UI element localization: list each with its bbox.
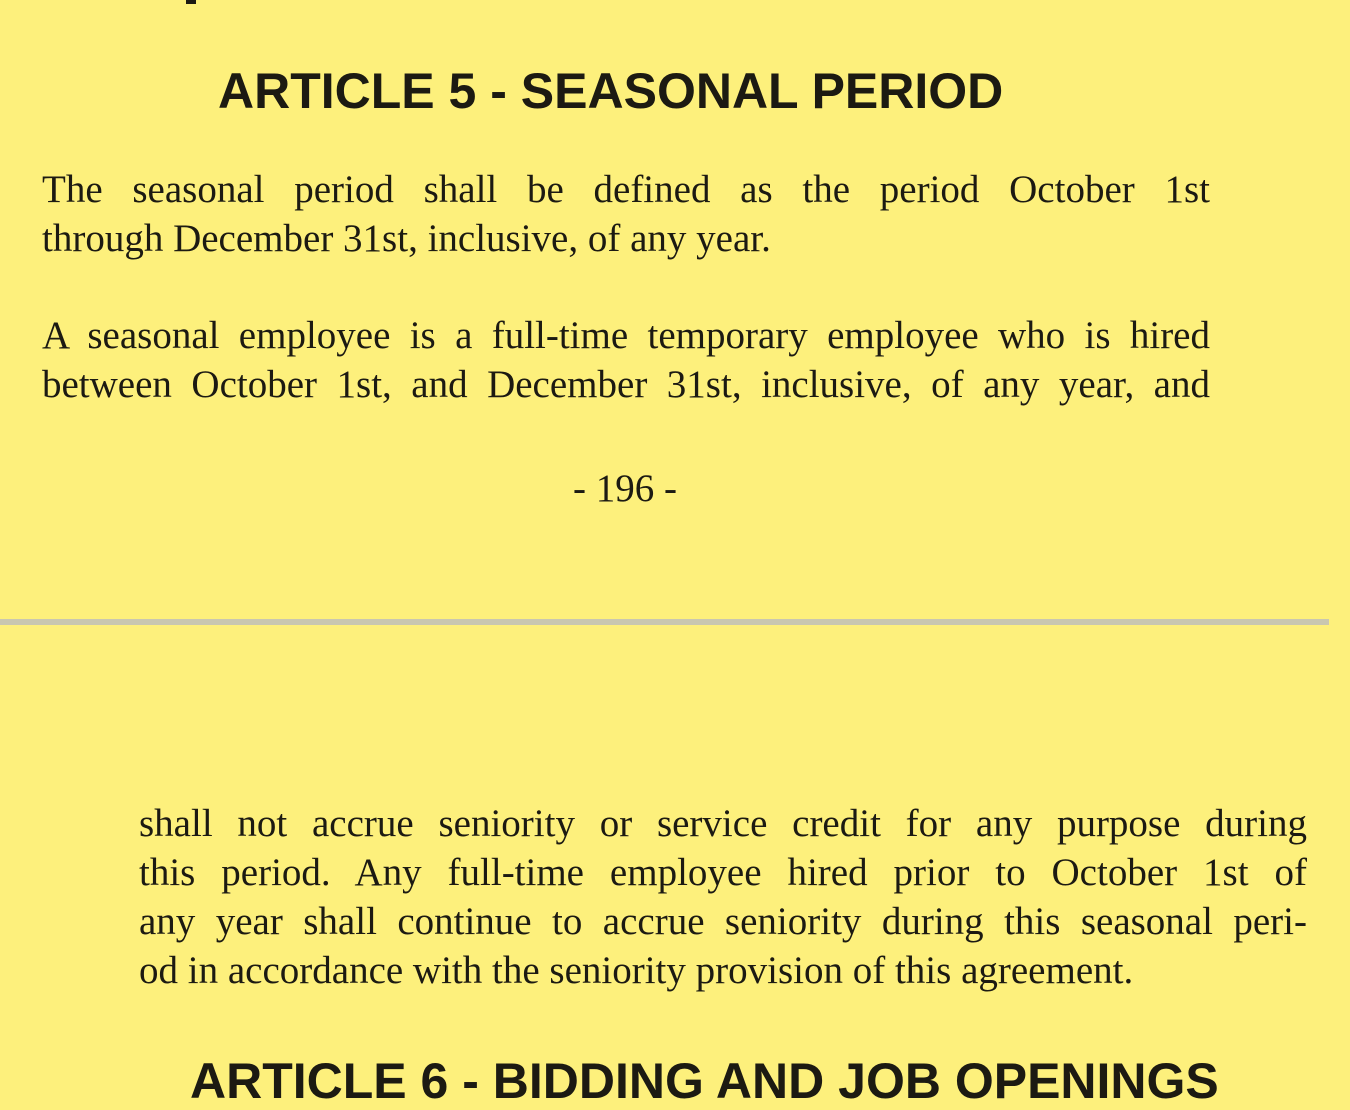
seasonal-employee-paragraph-continued (139, 799, 1307, 995)
article-5-heading: ARTICLE 5 - SEASONAL PERIOD (218, 63, 1004, 119)
paragraph-line: The seasonal period shall be defined as the period October 1st (42, 168, 1210, 211)
paragraph-line: any year shall continue to accrue seniority during this seasonal peri- (139, 900, 1307, 943)
seasonal-employee-paragraph (42, 311, 1210, 409)
previous-page-text-fragment (186, 0, 196, 4)
page-right-edge (1329, 0, 1350, 1080)
paragraph-line: od in accordance with the seniority provision of this agreement. (139, 949, 1134, 992)
paragraph-line: through December 31st, inclusive, of any year. (42, 217, 771, 260)
paragraph-line: between October 1st, and December 31st, inclusive, of any year, and (42, 363, 1210, 406)
page-number: - 196 - (573, 467, 677, 510)
paragraph-line: this period. Any full-time employee hired prior to October 1st of (139, 851, 1307, 894)
paragraph-line: A seasonal employee is a full-time temporary employee who is hired (42, 314, 1210, 357)
seasonal-period-definition-paragraph (42, 165, 1210, 263)
article-6-heading: ARTICLE 6 - BIDDING AND JOB OPENINGS (190, 1053, 1219, 1109)
paragraph-line: shall not accrue seniority or service credit for any purpose during (139, 802, 1307, 845)
